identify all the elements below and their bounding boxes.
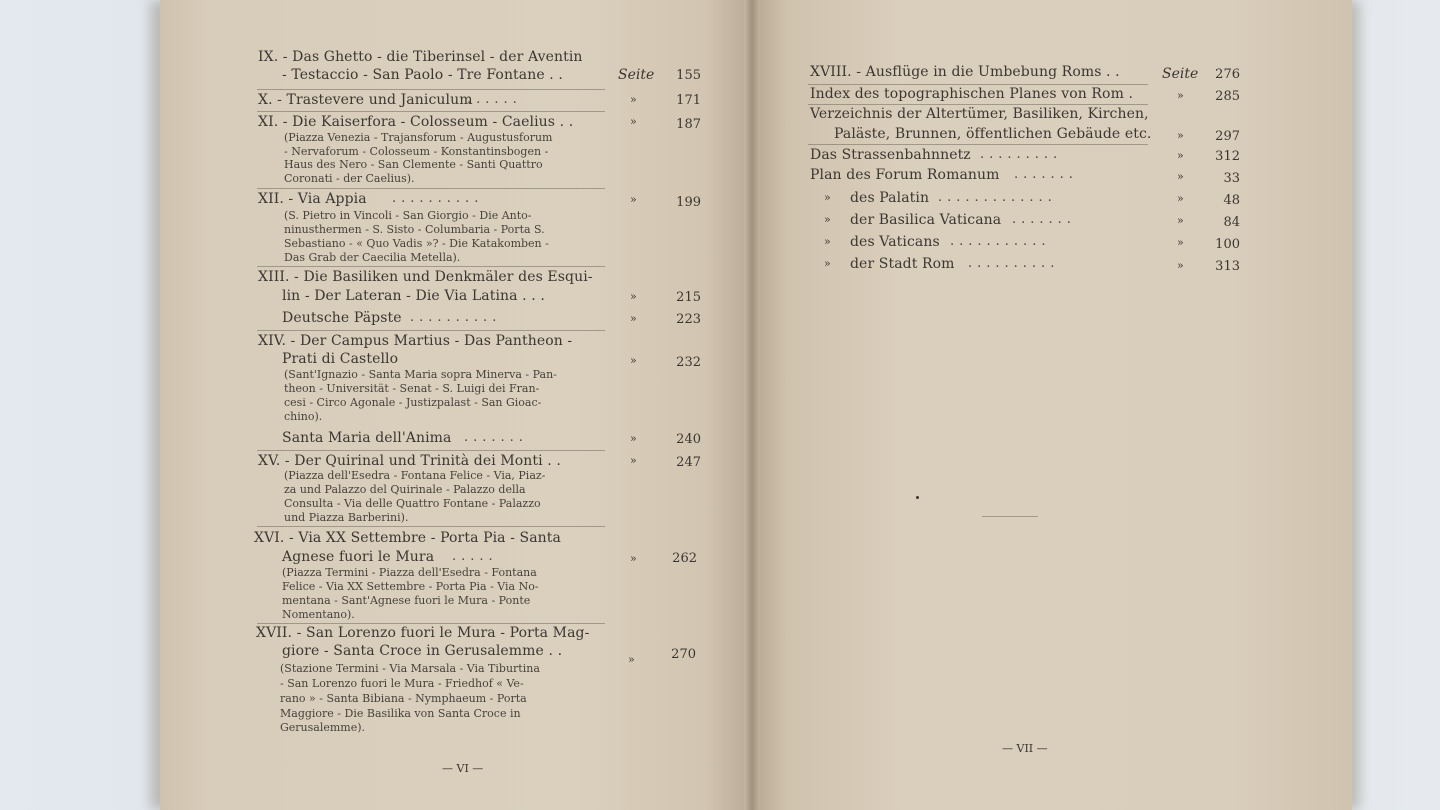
page-number: 223 — [676, 312, 701, 327]
leader-dots: ....... — [464, 430, 528, 445]
page-number: 247 — [676, 455, 701, 470]
toc-subentry: cesi - Circo Agonale - Justizpalast - San Gioac- — [284, 396, 542, 409]
page-number: 48 — [1223, 193, 1240, 208]
ditto-mark: » — [630, 290, 637, 303]
toc-subentry: theon - Universität - Senat - S. Luigi dei Fran- — [284, 382, 540, 395]
leader-dots: ......... — [980, 147, 1063, 162]
toc-entry-x: X. - Trastevere und Janiculum — [258, 92, 473, 108]
leader-dots: .......... — [392, 191, 484, 206]
page-number: 199 — [676, 195, 701, 210]
toc-subentry: Coronati - der Caelius). — [284, 172, 415, 185]
seite-label: Seite — [1162, 66, 1199, 82]
toc-subentry: Sebastiano - « Quo Vadis »? - Die Katakomben - — [284, 237, 549, 250]
toc-entry-verzeichnis-line-2: Paläste, Brunnen, öffentlichen Gebäude etc. — [834, 126, 1152, 142]
toc-subentry: rano » - Santa Bibiana - Nymphaeum - Porta — [280, 692, 527, 705]
page-number: 262 — [672, 551, 697, 566]
toc-entry-xvii-line-1: XVII. - San Lorenzo fuori le Mura - Porta Mag- — [256, 625, 590, 641]
ditto-mark: » — [1177, 89, 1184, 102]
toc-subentry: ninusthermen - S. Sisto - Columbaria - Porta S. — [284, 223, 545, 236]
leader-dots: ...... — [467, 92, 522, 107]
ditto-mark: » — [630, 354, 637, 367]
toc-entry-strassenbahnnetz: Das Strassenbahnnetz — [810, 147, 971, 163]
toc-subentry: - San Lorenzo fuori le Mura - Friedhof « Ve- — [280, 677, 524, 690]
toc-entry-stadt-rom: der Stadt Rom — [850, 256, 955, 272]
toc-entry-ix-line-2: - Testaccio - San Paolo - Tre Fontane . . — [282, 67, 563, 83]
toc-entry-xiii-line-2: lin - Der Lateran - Die Via Latina . . . — [282, 288, 545, 304]
toc-subentry: Consulta - Via delle Quattro Fontane - Palazzo — [284, 497, 541, 510]
leader-dots: ....... — [1014, 167, 1078, 182]
page-number: 240 — [676, 432, 701, 447]
toc-subentry: za und Palazzo del Quirinale - Palazzo della — [284, 483, 526, 496]
ditto-mark: » — [1177, 259, 1184, 272]
ditto-mark: » — [1177, 149, 1184, 162]
ditto-mark-lead: » — [824, 213, 831, 226]
toc-entry-plan-forum: Plan des Forum Romanum — [810, 167, 1000, 183]
toc-subentry: Das Grab der Caecilia Metella). — [284, 251, 461, 264]
ditto-mark: » — [630, 552, 637, 565]
toc-subentry: (Piazza Venezia - Trajansforum - Augustusforum — [284, 131, 553, 144]
page-number: 232 — [676, 355, 701, 370]
page-folio-left: — VI — — [442, 762, 484, 775]
toc-entry-basilica-vaticana: der Basilica Vaticana — [850, 212, 1002, 228]
ditto-mark: » — [630, 115, 637, 128]
leader-dots: ........... — [950, 234, 1051, 249]
page-number: 312 — [1215, 149, 1240, 164]
toc-entry-xv: XV. - Der Quirinal und Trinità dei Monti . . — [258, 453, 561, 469]
leader-dots: ............. — [938, 190, 1057, 205]
ditto-mark: » — [630, 432, 637, 445]
toc-subentry: - Nervaforum - Colosseum - Konstantinsbogen - — [284, 145, 549, 158]
page-number: 33 — [1223, 171, 1240, 186]
toc-subentry: (S. Pietro in Vincoli - San Giorgio - Die Anto- — [284, 209, 532, 222]
toc-entry-index: Index des topographischen Planes von Rom . — [810, 86, 1134, 102]
page-folio-right: — VII — — [1002, 742, 1048, 755]
ditto-mark: » — [1177, 214, 1184, 227]
toc-entry-xvi-line-2: Agnese fuori le Mura — [282, 549, 435, 565]
page-number: 285 — [1215, 89, 1240, 104]
toc-entry-xiv-line-2: Prati di Castello — [282, 351, 399, 367]
toc-entry-xvi-line-1: XVI. - Via XX Settembre - Porta Pia - Santa — [254, 530, 561, 546]
page-number: 270 — [671, 647, 696, 662]
page-number: 84 — [1223, 215, 1240, 230]
page-number: 276 — [1215, 67, 1240, 82]
ditto-mark-lead: » — [824, 235, 831, 248]
page-number: 187 — [676, 117, 701, 132]
toc-entry-verzeichnis-line-1: Verzeichnis der Altertümer, Basiliken, Kirchen, — [810, 106, 1149, 122]
ditto-mark: » — [1177, 192, 1184, 205]
toc-entry-xviii: XVIII. - Ausflüge in die Umbebung Roms . . — [810, 64, 1120, 80]
toc-entry-xiv-line-1: XIV. - Der Campus Martius - Das Pantheon - — [258, 333, 573, 349]
page-number: 297 — [1215, 129, 1240, 144]
leader-dots: ....... — [1012, 212, 1076, 227]
ditto-mark: » — [630, 193, 637, 206]
toc-subentry: (Piazza dell'Esedra - Fontana Felice - Via, Piaz- — [284, 469, 546, 482]
page-number: 155 — [676, 68, 701, 83]
seite-label: Seite — [618, 67, 655, 83]
toc-entry-vaticans: des Vaticans — [850, 234, 940, 250]
page-number: 171 — [676, 93, 701, 108]
toc-subentry: (Stazione Termini - Via Marsala - Via Tiburtina — [280, 662, 540, 675]
toc-entry-xiii-line-1: XIII. - Die Basiliken und Denkmäler des Esqui- — [258, 269, 593, 285]
ditto-mark: » — [628, 653, 635, 666]
toc-entry-palatin: des Palatin — [850, 190, 930, 206]
ditto-mark: » — [1177, 236, 1184, 249]
leader-dots: .......... — [410, 310, 502, 325]
ditto-mark: » — [1177, 129, 1184, 142]
toc-subentry: Felice - Via XX Settembre - Porta Pia - Via No- — [282, 580, 539, 593]
toc-subentry: Gerusalemme). — [280, 721, 366, 734]
ditto-mark-lead: » — [824, 257, 831, 270]
ditto-mark: » — [630, 454, 637, 467]
toc-entry-ix-line-1: IX. - Das Ghetto - die Tiberinsel - der Aventin — [258, 49, 583, 65]
toc-subentry: Haus des Nero - San Clemente - Santi Quattro — [284, 158, 543, 171]
ditto-mark-lead: » — [824, 191, 831, 204]
page-number: 215 — [676, 290, 701, 305]
page-number: 100 — [1215, 237, 1240, 252]
toc-entry-xii: XII. - Via Appia — [258, 191, 367, 207]
ditto-mark: » — [630, 93, 637, 106]
ditto-mark: » — [1177, 170, 1184, 183]
toc-subentry: und Piazza Barberini). — [284, 511, 409, 524]
toc-entry-santa-maria-anima: Santa Maria dell'Anima — [282, 430, 452, 446]
page-number: 313 — [1215, 259, 1240, 274]
paper-speck — [916, 496, 919, 499]
toc-subentry: Maggiore - Die Basilika von Santa Croce in — [280, 707, 521, 720]
toc-subentry: (Piazza Termini - Piazza dell'Esedra - Fontana — [282, 566, 537, 579]
toc-subentry: Nomentano). — [282, 608, 355, 621]
ditto-mark: » — [630, 312, 637, 325]
leader-dots: .......... — [968, 256, 1060, 271]
toc-entry-deutsche-paepste: Deutsche Päpste — [282, 310, 402, 326]
end-rule — [982, 516, 1038, 517]
toc-subentry: mentana - Sant'Agnese fuori le Mura - Ponte — [282, 594, 531, 607]
toc-subentry: (Sant'Ignazio - Santa Maria sopra Minerva - Pan- — [284, 368, 557, 381]
leader-dots: ..... — [452, 549, 498, 564]
toc-subentry: chino). — [284, 410, 323, 423]
entry-divider — [808, 144, 1148, 145]
toc-entry-xi: XI. - Die Kaiserfora - Colosseum - Caelius . . — [258, 114, 574, 130]
toc-entry-xvii-line-2: giore - Santa Croce in Gerusalemme . . — [282, 643, 563, 659]
